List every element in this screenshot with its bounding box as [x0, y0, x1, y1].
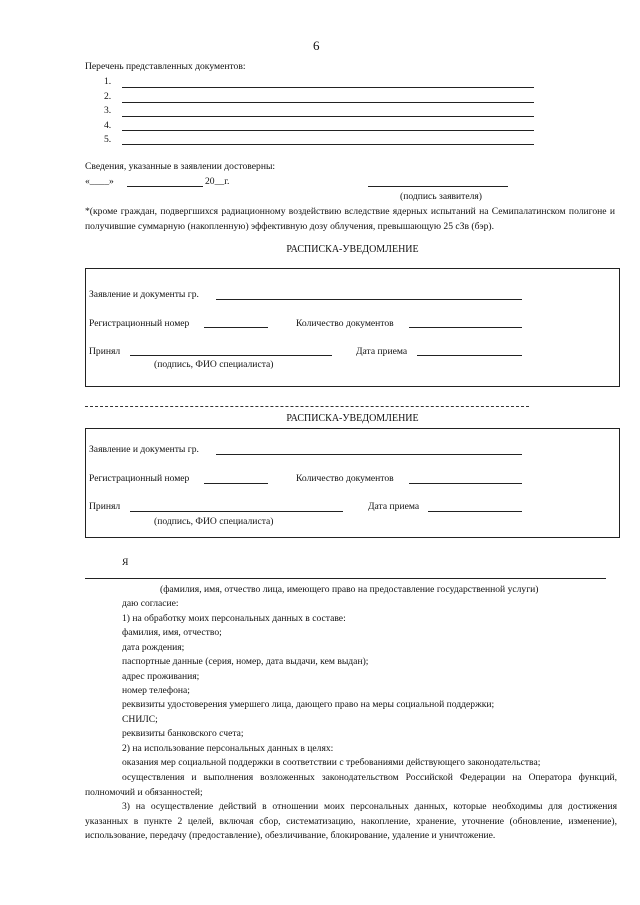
- receipt-box: [85, 428, 620, 538]
- specialist-signature-field[interactable]: [130, 355, 332, 356]
- list-item-number: 3.: [104, 105, 112, 116]
- consent-line: оказания мер социальной поддержки в соответствии с требованиями действующего законодательства;: [122, 757, 541, 768]
- fio-field[interactable]: [85, 578, 606, 579]
- accepted-label: Принял: [89, 346, 121, 357]
- declaration-statement: Сведения, указанные в заявлении достоверны:: [85, 161, 276, 172]
- list-item-line[interactable]: [122, 87, 534, 88]
- receipt-title: РАСПИСКА-УВЕДОМЛЕНИЕ: [286, 413, 419, 424]
- consent-paragraph-operator: осуществления и выполнения возложенных законодательством Российской Федерации на Оператора функций, полномочий и обязанностей;: [85, 772, 617, 798]
- reg-number-field[interactable]: [204, 327, 268, 328]
- specialist-signature-field[interactable]: [130, 511, 343, 512]
- doc-count-field[interactable]: [409, 327, 522, 328]
- date-prefix: «____»: [85, 176, 114, 187]
- consent-line: 2) на использование персональных данных в целях:: [122, 743, 334, 754]
- accepted-label: Принял: [89, 501, 121, 512]
- footnote: *(кроме граждан, подвергшихся радиационному воздействию вследствие ядерных испытаний на Семипалатинском полигоне и получившие суммарную (накопленную) эффективную дозу облучения, превышающую 25 сЗв (бэр).: [85, 206, 615, 232]
- application-label: Заявление и документы гр.: [89, 444, 199, 455]
- specialist-signature-caption: (подпись, ФИО специалиста): [154, 359, 274, 370]
- date-month-field[interactable]: [127, 186, 203, 187]
- list-item-line[interactable]: [122, 102, 534, 103]
- receipt-title: РАСПИСКА-УВЕДОМЛЕНИЕ: [286, 244, 419, 255]
- applicant-signature-field[interactable]: [368, 186, 508, 187]
- specialist-signature-caption: (подпись, ФИО специалиста): [154, 516, 274, 527]
- consent-line: СНИЛС;: [122, 714, 158, 725]
- doc-count-label: Количество документов: [296, 473, 394, 484]
- consent-line: 1) на обработку моих персональных данных в составе:: [122, 613, 346, 624]
- consent-line: дата рождения;: [122, 642, 185, 653]
- consent-pronoun: Я: [122, 557, 129, 568]
- receipt-box: [85, 268, 620, 387]
- consent-line: паспортные данные (серия, номер, дата выдачи, кем выдан);: [122, 656, 369, 667]
- date-year: 20__г.: [205, 176, 230, 187]
- documents-list-title: Перечень представленных документов:: [85, 61, 246, 72]
- doc-count-field[interactable]: [409, 483, 522, 484]
- list-item-number: 2.: [104, 91, 112, 102]
- list-item-number: 4.: [104, 120, 112, 131]
- consent-line: фамилия, имя, отчество;: [122, 627, 222, 638]
- applicant-name-field[interactable]: [216, 299, 522, 300]
- application-label: Заявление и документы гр.: [89, 289, 199, 300]
- fio-caption: (фамилия, имя, отчество лица, имеющего право на предоставление государственной услуги): [160, 584, 539, 595]
- consent-line: номер телефона;: [122, 685, 190, 696]
- reg-number-label: Регистрационный номер: [89, 318, 190, 329]
- consent-line: даю согласие:: [122, 598, 179, 609]
- applicant-name-field[interactable]: [216, 454, 522, 455]
- list-item-line[interactable]: [122, 144, 534, 145]
- reg-number-field[interactable]: [204, 483, 268, 484]
- accept-date-field[interactable]: [428, 511, 522, 512]
- list-item-line[interactable]: [122, 116, 534, 117]
- consent-line: реквизиты удостоверения умершего лица, дающего право на меры социальной поддержки;: [122, 699, 495, 710]
- list-item-number: 1.: [104, 76, 112, 87]
- applicant-signature-caption: (подпись заявителя): [400, 191, 483, 202]
- consent-line: адрес проживания;: [122, 671, 200, 682]
- date-label: Дата приема: [368, 501, 420, 512]
- date-label: Дата приема: [356, 346, 408, 357]
- page-number: 6: [313, 38, 320, 53]
- accept-date-field[interactable]: [417, 355, 522, 356]
- list-item-number: 5.: [104, 134, 112, 145]
- reg-number-label: Регистрационный номер: [89, 473, 190, 484]
- consent-paragraph-actions: 3) на осуществление действий в отношении моих персональных данных, которые необходимы для достижения указанных в пункте 2 целей, включая сбор, систематизацию, накопление, хранение, уточнение (обновление, изменение), использование, передачу (предоставление), обезличивание, блокирование, удаление и уничтожение.: [85, 801, 617, 842]
- doc-count-label: Количество документов: [296, 318, 394, 329]
- consent-line: реквизиты банковского счета;: [122, 728, 244, 739]
- cut-line: [85, 406, 529, 407]
- list-item-line[interactable]: [122, 130, 534, 131]
